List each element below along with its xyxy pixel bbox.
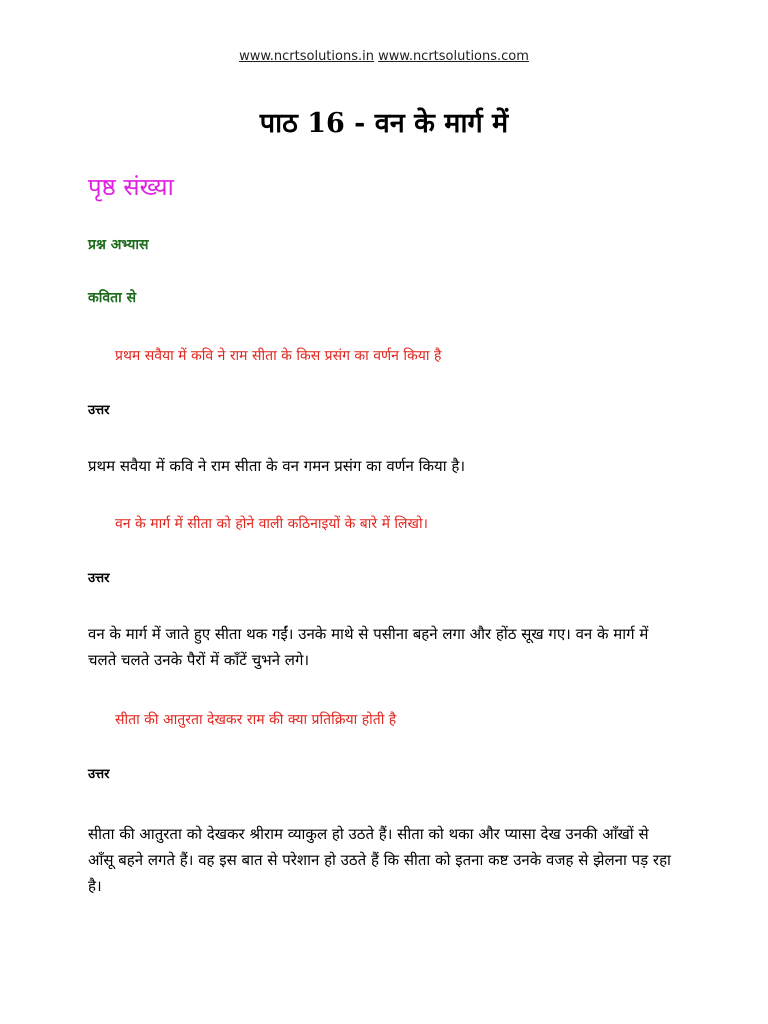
answer-1: प्रथम सवैया में कवि ने राम सीता के वन गमन प्रसंग का वर्णन किया है। [88,457,466,475]
section-poem-heading: कविता से [88,290,137,306]
answer-2: वन के मार्ग में जाते हुए सीता थक गईं। उनके माथे से पसीना बहने लगा और होंठ सूख गए। वन के मार्ग में चलते चलते उनके पैरों में काँटें चुभने लगे। [88,625,649,669]
page-number-heading: पृष्ठ संख्या [88,173,174,201]
header-links [0,49,768,64]
question-3: सीता की आतुरता देखकर राम की क्या प्रतिक्रिया होती है [115,712,397,728]
lesson-title: पाठ 16 - वन के मार्ग में [259,108,509,139]
answer-2-label: उत्तर [88,571,110,586]
answer-3-label: उत्तर [88,767,110,782]
answer-1-label: उत्तर [88,403,110,418]
link-ncrtsolutions-in[interactable]: www.ncrtsolutions.in [239,49,374,64]
question-1: प्रथम सवैया में कवि ने राम सीता के किस प्रसंग का वर्णन किया है [115,348,442,364]
link-ncrtsolutions-com[interactable]: www.ncrtsolutions.com [378,49,529,64]
question-2: वन के मार्ग में सीता को होने वाली कठिनाइयों के बारे में लिखो। [115,516,428,532]
section-practice-heading: प्रश्न अभ्यास [88,237,149,253]
answer-3: सीता की आतुरता को देखकर श्रीराम व्याकुल हो उठते हैं। सीता को थका और प्यासा देख उनकी आँखों से आँसू बहने लगते हैं। वह इस बात से परेशान हो उठते हैं कि सीता को इतना कष्ट उनके वजह से झेलना पड़ रहा है। [88,825,671,895]
